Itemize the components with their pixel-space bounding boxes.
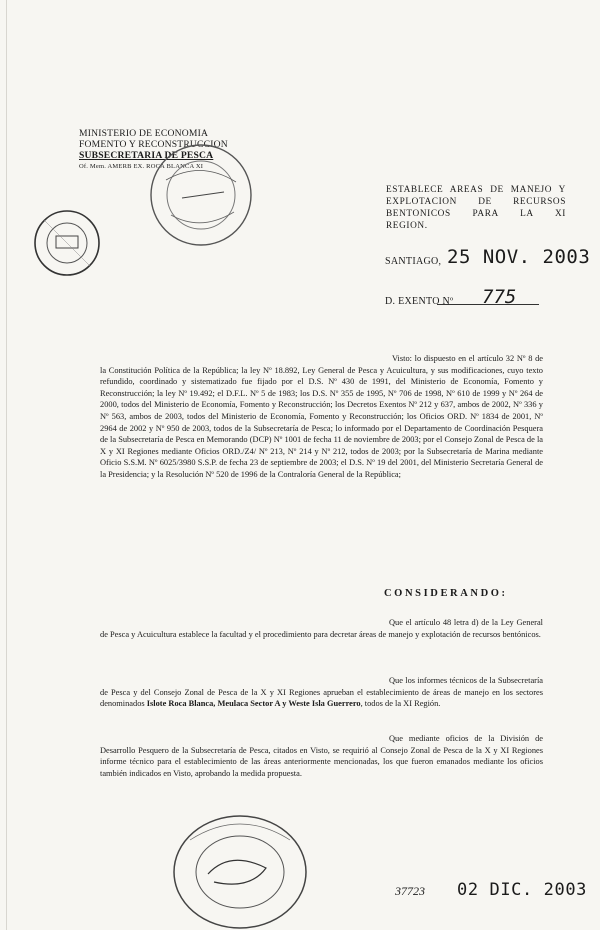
decree-title [386, 184, 566, 232]
title-line-2: EXPLOTACION DE RECURSOS [386, 197, 566, 207]
page-margin-line [6, 0, 7, 930]
considerando-2-text-c: , todos de la XI Región. [360, 699, 441, 709]
considerando-paragraph-3: Que mediante oficios de la División de Desarrollo Pesquero de la Subsecretaría de Pesca, citados en Visto, se requirió al Consejo Zonal de Pesca de la X y XI Regiones informe técnico para el establecimiento de las áreas anteriormente mencionadas, los que fueron emanados mediante los oficios también indicados en Visto, aprobando la medida propuesta. [100, 734, 543, 778]
title-line-1: ESTABLECE AREAS DE MANEJO Y [386, 185, 566, 195]
vistos-paragraph: Visto: lo dispuesto en el artículo 32 Nº 8 de la Constitución Política de la República; la ley Nº 18.892, Ley General de Pesca y Acuicultura, y sus modificaciones, cuyo texto refundido, coordinado y sistematizado fue fijado por el D.S. Nº 430 de 1991, del Ministerio de Economía, Fomento y Reconstrucción; la ley Nº 19.492; el D.F.L. Nº 5 de 1983; los D.S. Nº 355 de 1995, Nº 706 de 1998, Nº 610 de 1999 y Nº 264 de 2000, todos del Ministerio de Economía, Fomento y Reconstrucción; los Decretos Exentos Nº 212 y 637, ambos de 2002, Nº 336 y Nº 563, ambos de 2003, todos del Ministerio de Economía, Fomento y Reconstrucción; los Oficios ORD. Nº 1834 de 2001, Nº 2964 de 2002 y Nº 950 de 2003, todos de la Subsecretaría de Pesca; lo informado por el Departamento de Coordinación Pesquera de la Subsecretaría de Pesca en Memorando (DCP) Nº 1001 de fecha 11 de noviembre de 2003; por el Consejo Zonal de Pesca de la X y XI Regiones mediante Oficios ORD./Z4/ Nº 213, Nº 214 y Nº 212, todos de 2003; por la Subsecretaría de Marina mediante Oficio S.S.M. Nº 6025/3980 S.S.P. de fecha 23 de septiembre de 2003; el D.S. Nº 19 del 2001, del Ministerio Secretaría General de la Presidencia; y la Resolución Nº 520 de 1996 de la Contraloría General de la República; [100, 354, 543, 479]
header-line-2: FOMENTO Y RECONSTRUCCION [79, 139, 228, 150]
header-stamp [146, 140, 256, 250]
received-date: 02 DIC. 2003 [457, 880, 588, 900]
decree-date: 25 NOV. 2003 [447, 246, 591, 268]
considerando-heading: CONSIDERANDO: [384, 588, 508, 599]
place-label: SANTIAGO, [385, 256, 442, 267]
decree-label: D. EXENTO Nº [385, 296, 454, 307]
considerando-2-sectors: Islote Roca Blanca, Meulaca Sector A y Weste Isla Guerrero [146, 699, 361, 709]
received-number: 37723 [395, 884, 425, 898]
header-line-4: Of. Mem. AMERB EX. ROCA BLANCA XI [79, 163, 204, 170]
decree-number: 775 [482, 286, 517, 308]
header-line-3: SUBSECRETARIA DE PESCA [79, 150, 214, 161]
considerando-2-text-a: Que los informes técnicos de la Subsecretaría de Pesca y del Consejo Zonal de Pesca de la X y XI Regiones aprueban el establecimiento de áreas de manejo en los sectores denominados [100, 676, 543, 709]
left-stamp [32, 208, 102, 278]
considerando-paragraph-1: Que el artículo 48 letra d) de la Ley General de Pesca y Acuicultura establece la facultad y el procedimiento para decretar áreas de manejo y explotación de recursos bentónicos. [100, 618, 543, 639]
header-line-1: MINISTERIO DE ECONOMIA [79, 128, 209, 139]
title-line-4: REGION. [386, 221, 428, 231]
bottom-seal-stamp [170, 810, 310, 930]
title-line-3: BENTONICOS PARA LA XI [386, 209, 566, 219]
considerando-paragraph-2 [100, 675, 543, 710]
